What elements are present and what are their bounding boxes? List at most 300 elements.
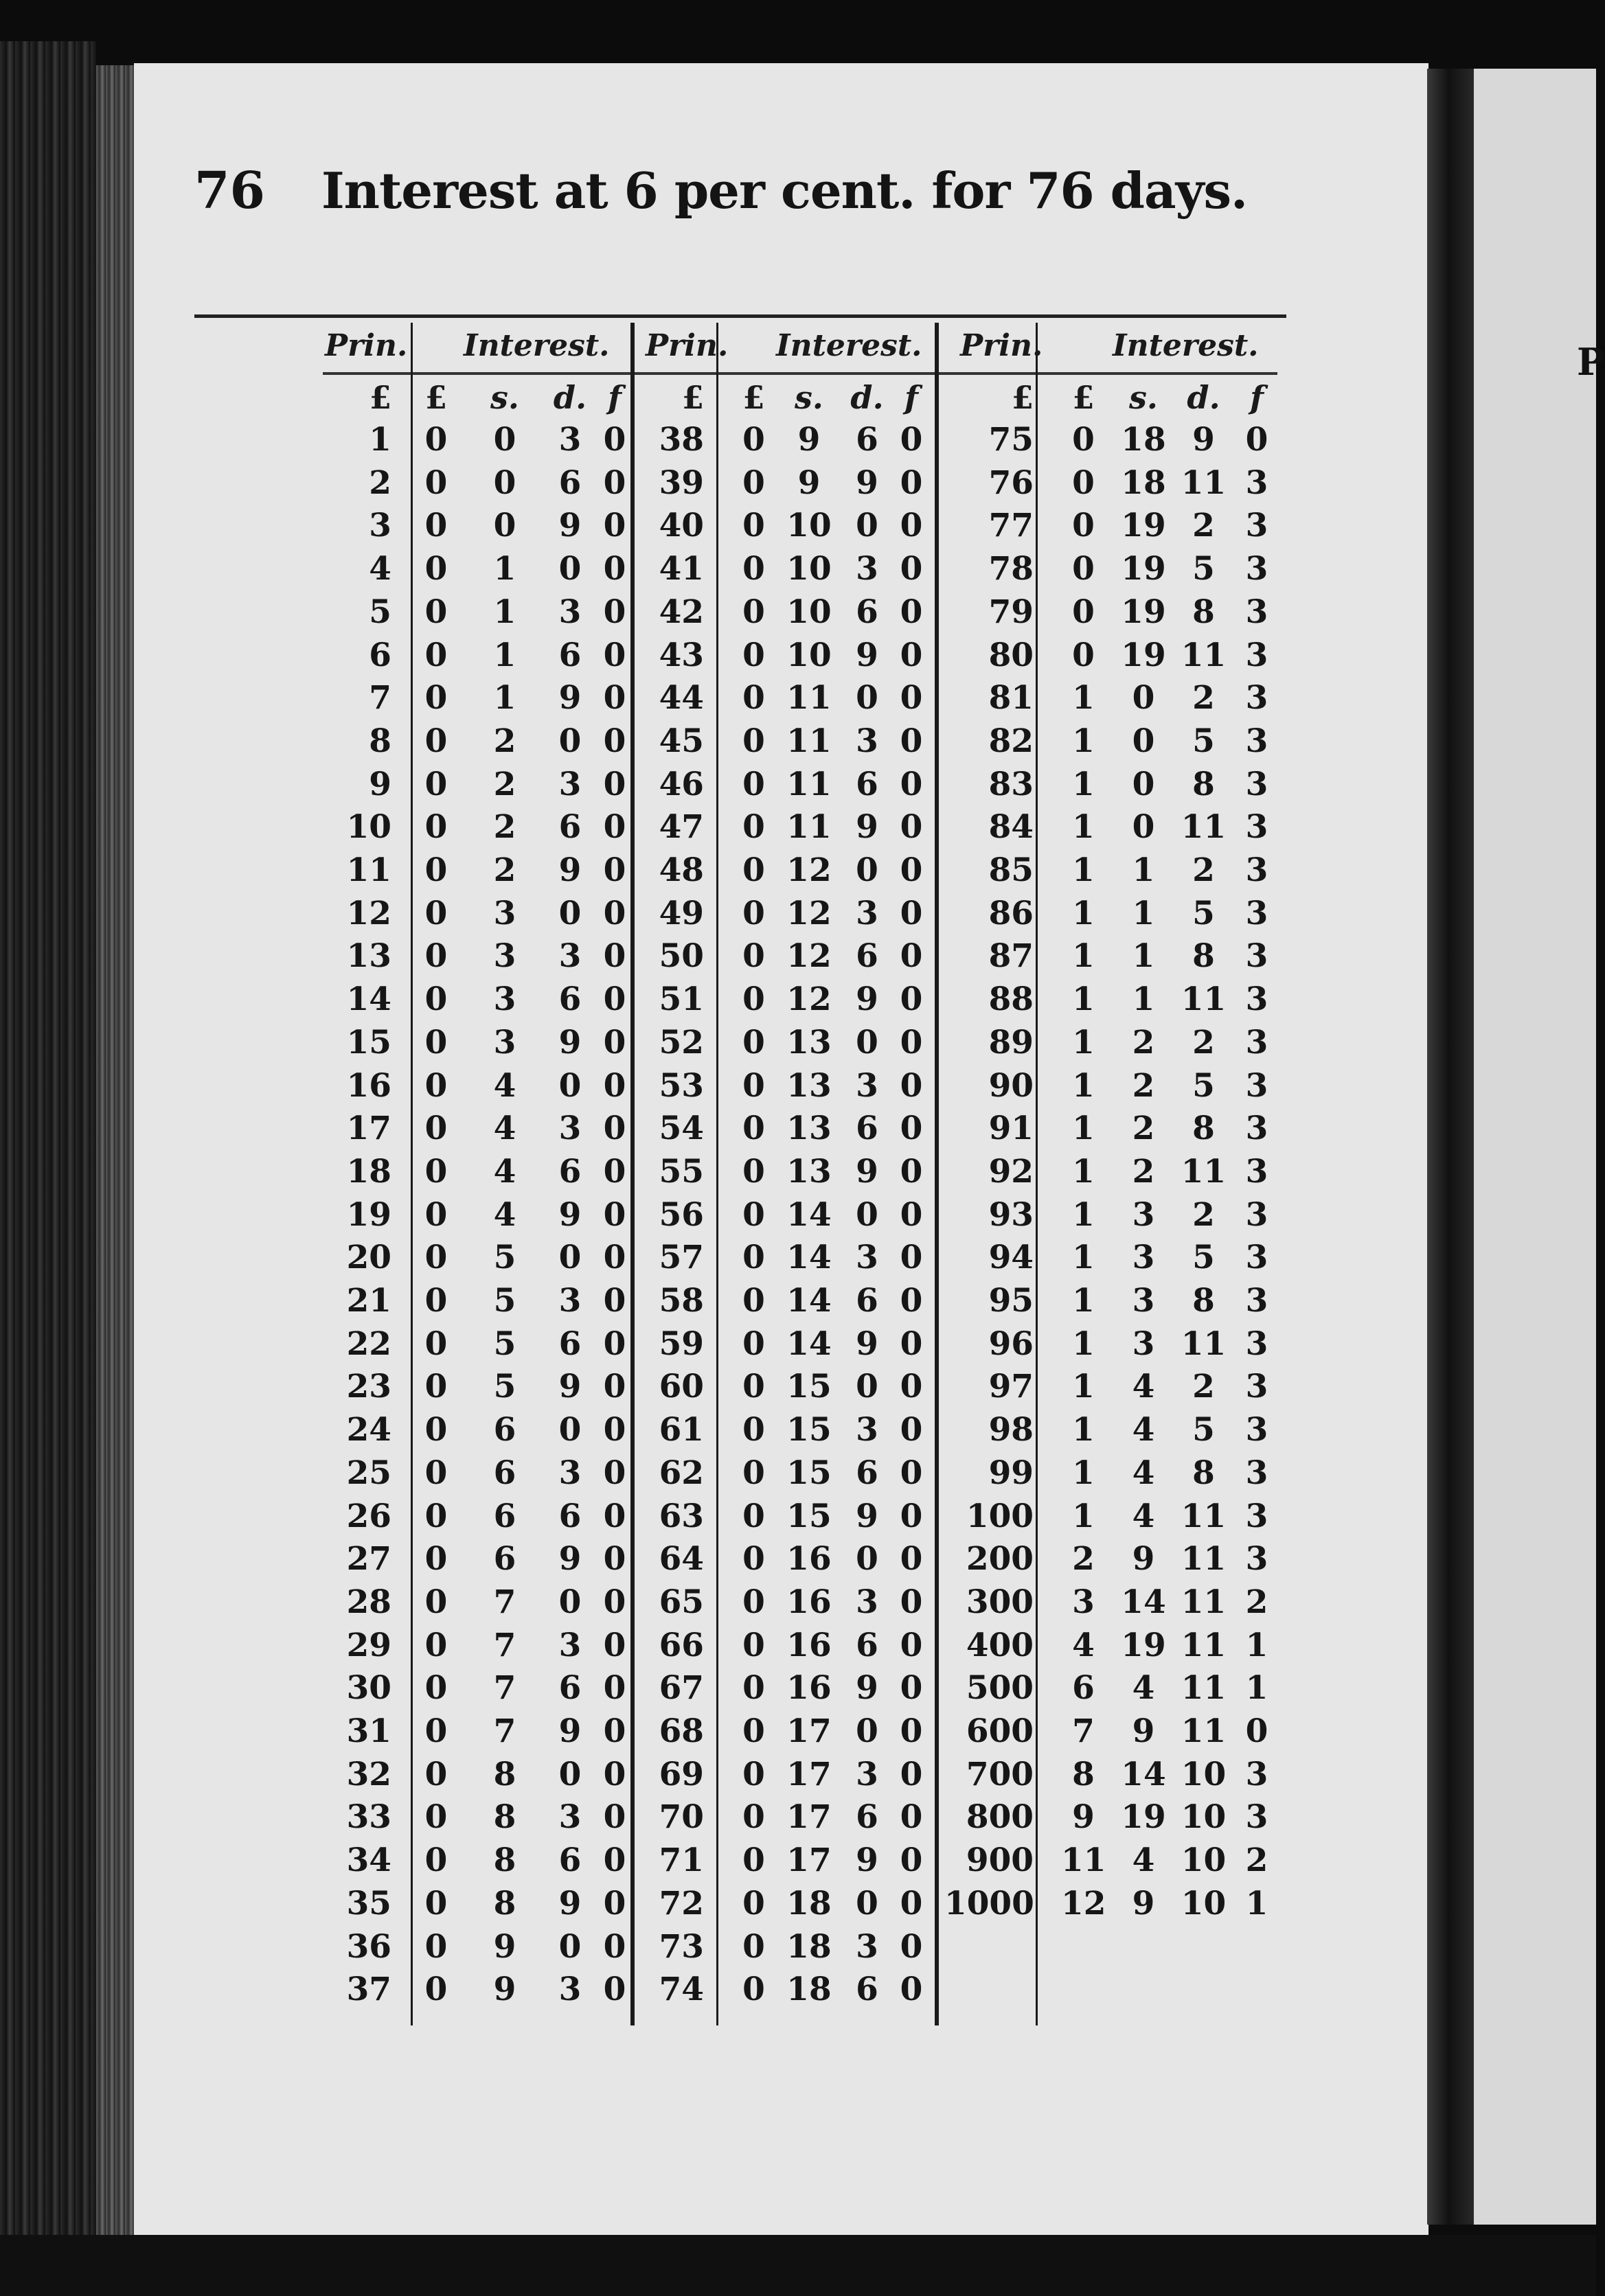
- farthings-cell: 3: [1245, 1110, 1268, 1148]
- pounds-cell: 0: [424, 1497, 448, 1535]
- pounds-cell: 0: [424, 1841, 448, 1880]
- farthings-cell: 3: [1245, 808, 1268, 847]
- farthings-cell: 0: [900, 808, 923, 847]
- farthings-cell: 3: [1245, 1368, 1268, 1406]
- farthings-cell: 0: [900, 593, 923, 631]
- pence-cell: 3: [856, 1927, 878, 1966]
- principal-cell: 1000: [944, 1884, 1034, 1922]
- farthings-cell: 0: [603, 636, 626, 674]
- shillings-cell: 19: [1121, 1798, 1166, 1837]
- pence-cell: 6: [856, 1282, 878, 1320]
- pence-cell: 11: [1181, 808, 1227, 847]
- shillings-cell: 15: [786, 1411, 832, 1449]
- pence-cell: 6: [558, 636, 582, 674]
- principal-cell: 58: [659, 1282, 704, 1320]
- shillings-cell: 19: [1121, 1626, 1166, 1664]
- shillings-cell: 3: [1132, 1195, 1155, 1234]
- shillings-cell: 4: [1132, 1454, 1155, 1492]
- pounds-cell: 1: [1072, 1411, 1095, 1449]
- column-divider: [1036, 323, 1038, 2025]
- principal-cell: 84: [988, 808, 1034, 847]
- pence-cell: 9: [856, 980, 878, 1019]
- farthings-cell: 3: [1245, 765, 1268, 803]
- pounds-cell: 0: [742, 1841, 765, 1880]
- farthings-cell: 0: [603, 1755, 626, 1793]
- pence-cell: 3: [558, 1110, 582, 1148]
- pence-cell: 11: [1181, 1583, 1227, 1621]
- principal-cell: 73: [659, 1927, 704, 1966]
- shillings-cell: 2: [493, 765, 516, 803]
- pounds-cell: 1: [1072, 980, 1095, 1019]
- shillings-cell: 1: [1132, 937, 1155, 976]
- principal-cell: 49: [659, 894, 704, 932]
- principal-cell: 13: [346, 937, 391, 976]
- farthings-cell: 0: [603, 851, 626, 889]
- farthings-cell: 3: [1245, 722, 1268, 760]
- farthings-cell: 0: [900, 1239, 923, 1277]
- pounds-cell: 0: [424, 679, 448, 718]
- principal-cell: 60: [659, 1368, 704, 1406]
- farthings-cell: 3: [1245, 636, 1268, 674]
- pounds-cell: 0: [424, 1798, 448, 1837]
- pence-cell: 2: [1192, 851, 1215, 889]
- pounds-cell: 0: [424, 722, 448, 760]
- pence-cell: 3: [558, 937, 582, 976]
- farthings-cell: 0: [603, 1282, 626, 1320]
- principal-cell: 19: [346, 1195, 391, 1234]
- pence-cell: 11: [1181, 1669, 1227, 1708]
- pounds-cell: 1: [1072, 808, 1095, 847]
- pence-cell: 10: [1181, 1798, 1227, 1837]
- pence-cell: 11: [1181, 636, 1227, 674]
- shillings-cell: 4: [493, 1066, 516, 1105]
- farthings-cell: 0: [603, 808, 626, 847]
- principal-cell: 48: [659, 851, 704, 889]
- shillings-cell: 0: [493, 463, 516, 502]
- shillings-cell: 7: [493, 1626, 516, 1664]
- shillings-cell: 11: [786, 765, 832, 803]
- page-number: 76: [194, 161, 265, 220]
- pounds-cell: 0: [742, 1971, 765, 2009]
- shillings-cell: 2: [493, 722, 516, 760]
- pounds-cell: 0: [424, 1626, 448, 1664]
- farthings-cell: 0: [900, 550, 923, 588]
- pounds-cell: 0: [424, 1411, 448, 1449]
- farthings-cell: 2: [1245, 1841, 1268, 1880]
- pence-cell: 9: [558, 1712, 582, 1750]
- principal-cell: 3: [369, 507, 391, 545]
- farthings-cell: 0: [900, 1927, 923, 1966]
- pence-cell: 9: [856, 1497, 878, 1535]
- principal-cell: 77: [988, 507, 1034, 545]
- farthings-cell: 0: [603, 593, 626, 631]
- pence-cell: 11: [1181, 1152, 1227, 1191]
- pence-cell: 3: [558, 421, 582, 459]
- principal-cell: 18: [346, 1152, 391, 1191]
- principal-cell: 41: [659, 550, 704, 588]
- farthings-cell: 0: [603, 1023, 626, 1061]
- pounds-cell: 1: [1072, 1023, 1095, 1061]
- shillings-cell: 2: [1132, 1110, 1155, 1148]
- principal-cell: 95: [988, 1282, 1034, 1320]
- shillings-cell: 13: [786, 1023, 832, 1061]
- pence-cell: 10: [1181, 1755, 1227, 1793]
- farthings-cell: 0: [603, 1927, 626, 1966]
- farthings-cell: 3: [1245, 1497, 1268, 1535]
- principal-cell: 28: [346, 1583, 391, 1621]
- principal-cell: 16: [346, 1066, 391, 1105]
- principal-cell: 7: [369, 679, 391, 718]
- principal-cell: 30: [346, 1669, 391, 1708]
- pence-cell: 6: [856, 421, 878, 459]
- principal-cell: 25: [346, 1454, 391, 1492]
- farthings-cell: 0: [1245, 421, 1268, 459]
- pounds-cell: 1: [1072, 1324, 1095, 1363]
- shillings-cell: 16: [786, 1540, 832, 1578]
- farthings-cell: 3: [1245, 550, 1268, 588]
- pounds-header: £: [1011, 379, 1034, 416]
- farthings-cell: 0: [900, 1712, 923, 1750]
- shillings-cell: 4: [1132, 1411, 1155, 1449]
- farthings-cell: 2: [1245, 1583, 1268, 1621]
- shillings-cell: 1: [493, 679, 516, 718]
- pence-cell: 0: [558, 722, 582, 760]
- shillings-cell: 15: [786, 1454, 832, 1492]
- shillings-cell: 1: [493, 593, 516, 631]
- pounds-cell: 1: [1072, 1282, 1095, 1320]
- pence-cell: 9: [558, 1368, 582, 1406]
- farthings-cell: 0: [900, 1152, 923, 1191]
- page-title: Interest at 6 per cent. for 76 days.: [321, 161, 1248, 220]
- pounds-cell: 0: [424, 1239, 448, 1277]
- shillings-cell: 3: [1132, 1324, 1155, 1363]
- pounds-cell: 0: [742, 1411, 765, 1449]
- pounds-cell: 0: [742, 421, 765, 459]
- shillings-header: s.: [795, 379, 823, 416]
- farthings-cell: 0: [900, 1454, 923, 1492]
- pounds-cell: 1: [1072, 894, 1095, 932]
- principal-cell: 86: [988, 894, 1034, 932]
- principal-cell: 27: [346, 1540, 391, 1578]
- pounds-cell: 0: [742, 722, 765, 760]
- farthings-cell: 0: [603, 1368, 626, 1406]
- pence-cell: 3: [856, 722, 878, 760]
- farthings-cell: 0: [603, 1540, 626, 1578]
- interest-header: Interest.: [464, 328, 610, 363]
- principal-cell: 8: [369, 722, 391, 760]
- pounds-cell: 0: [742, 1884, 765, 1922]
- farthings-header: f: [608, 379, 622, 416]
- shillings-cell: 2: [493, 851, 516, 889]
- principal-cell: 29: [346, 1626, 391, 1664]
- pence-cell: 9: [856, 808, 878, 847]
- pounds-cell: 0: [424, 1454, 448, 1492]
- pounds-cell: 0: [424, 1324, 448, 1363]
- shillings-cell: 9: [1132, 1712, 1155, 1750]
- pence-cell: 5: [1192, 1239, 1215, 1277]
- pence-cell: 3: [558, 1798, 582, 1837]
- pounds-cell: 1: [1072, 1454, 1095, 1492]
- pence-cell: 9: [558, 507, 582, 545]
- farthings-cell: 0: [603, 1066, 626, 1105]
- principal-cell: 69: [659, 1755, 704, 1793]
- shillings-cell: 14: [1121, 1583, 1166, 1621]
- shillings-cell: 5: [493, 1324, 516, 1363]
- pounds-cell: 0: [742, 1282, 765, 1320]
- shillings-cell: 14: [1121, 1755, 1166, 1793]
- shillings-cell: 9: [797, 463, 821, 502]
- principal-header: Prin.: [960, 328, 1043, 363]
- shillings-cell: 1: [493, 550, 516, 588]
- shillings-cell: 5: [493, 1368, 516, 1406]
- pence-cell: 0: [856, 1540, 878, 1578]
- pounds-header: £: [742, 379, 765, 416]
- pounds-cell: 0: [424, 550, 448, 588]
- pounds-cell: 0: [742, 1583, 765, 1621]
- pence-cell: 11: [1181, 980, 1227, 1019]
- farthings-cell: 0: [900, 1368, 923, 1406]
- pence-header: d.: [850, 379, 884, 416]
- shillings-cell: 17: [786, 1798, 832, 1837]
- pence-cell: 3: [856, 1583, 878, 1621]
- column-divider: [935, 323, 939, 2025]
- farthings-cell: 0: [900, 1540, 923, 1578]
- pounds-cell: 11: [1061, 1841, 1106, 1880]
- pence-cell: 9: [558, 851, 582, 889]
- principal-cell: 300: [966, 1583, 1034, 1621]
- pence-cell: 6: [558, 1841, 582, 1880]
- pence-cell: 8: [1192, 1282, 1215, 1320]
- page-edges: [96, 65, 137, 2235]
- pence-cell: 6: [558, 980, 582, 1019]
- pounds-cell: 0: [424, 1712, 448, 1750]
- principal-cell: 67: [659, 1669, 704, 1708]
- pence-cell: 6: [856, 1626, 878, 1664]
- farthings-cell: 0: [603, 1798, 626, 1837]
- pence-cell: 8: [1192, 1110, 1215, 1148]
- farthings-cell: 0: [900, 1023, 923, 1061]
- pence-cell: 10: [1181, 1884, 1227, 1922]
- principal-cell: 9: [369, 765, 391, 803]
- pounds-cell: 0: [742, 1023, 765, 1061]
- principal-cell: 98: [988, 1411, 1034, 1449]
- pounds-cell: 0: [424, 1755, 448, 1793]
- pounds-cell: 1: [1072, 1497, 1095, 1535]
- pence-cell: 0: [558, 1411, 582, 1449]
- pence-cell: 0: [856, 1884, 878, 1922]
- farthings-cell: 3: [1245, 1066, 1268, 1105]
- farthings-cell: 0: [900, 1195, 923, 1234]
- principal-cell: 800: [966, 1798, 1034, 1837]
- principal-cell: 96: [988, 1324, 1034, 1363]
- shillings-cell: 14: [786, 1282, 832, 1320]
- principal-cell: 14: [346, 980, 391, 1019]
- farthings-cell: 3: [1245, 937, 1268, 976]
- pounds-cell: 8: [1072, 1755, 1095, 1793]
- pence-cell: 5: [1192, 1066, 1215, 1105]
- pounds-cell: 1: [1072, 1368, 1095, 1406]
- pounds-cell: 0: [424, 937, 448, 976]
- pence-cell: 8: [1192, 593, 1215, 631]
- principal-cell: 76: [988, 463, 1034, 502]
- farthings-cell: 0: [900, 1884, 923, 1922]
- shillings-cell: 2: [1132, 1152, 1155, 1191]
- shillings-cell: 9: [493, 1971, 516, 2009]
- farthings-cell: 3: [1245, 894, 1268, 932]
- principal-cell: 40: [659, 507, 704, 545]
- shillings-cell: 3: [493, 937, 516, 976]
- pence-cell: 9: [856, 1669, 878, 1708]
- principal-cell: 26: [346, 1497, 391, 1535]
- farthings-cell: 0: [603, 1195, 626, 1234]
- shillings-cell: 3: [493, 894, 516, 932]
- pence-cell: 0: [856, 1368, 878, 1406]
- pounds-cell: 0: [742, 894, 765, 932]
- principal-cell: 89: [988, 1023, 1034, 1061]
- pounds-cell: 0: [742, 1066, 765, 1105]
- pence-cell: 11: [1181, 1712, 1227, 1750]
- pence-cell: 9: [558, 679, 582, 718]
- shillings-cell: 6: [493, 1411, 516, 1449]
- principal-cell: 42: [659, 593, 704, 631]
- farthings-cell: 0: [603, 1712, 626, 1750]
- book-spine: [0, 41, 96, 2238]
- pounds-cell: 1: [1072, 1152, 1095, 1191]
- pence-cell: 3: [558, 1971, 582, 2009]
- farthings-cell: 3: [1245, 1282, 1268, 1320]
- shillings-cell: 12: [786, 851, 832, 889]
- shillings-cell: 0: [493, 507, 516, 545]
- shillings-cell: 14: [786, 1195, 832, 1234]
- pence-cell: 5: [1192, 1411, 1215, 1449]
- principal-cell: 83: [988, 765, 1034, 803]
- pounds-cell: 0: [424, 1282, 448, 1320]
- pounds-header: £: [681, 379, 704, 416]
- pence-cell: 6: [558, 1497, 582, 1535]
- principal-cell: 53: [659, 1066, 704, 1105]
- shillings-cell: 11: [786, 722, 832, 760]
- farthings-cell: 0: [900, 937, 923, 976]
- header-rule: [194, 314, 1286, 318]
- farthings-cell: 3: [1245, 1454, 1268, 1492]
- shillings-cell: 11: [786, 808, 832, 847]
- principal-cell: 99: [988, 1454, 1034, 1492]
- pence-cell: 0: [856, 1023, 878, 1061]
- pence-cell: 0: [558, 1583, 582, 1621]
- pounds-cell: 0: [424, 507, 448, 545]
- shillings-cell: 0: [1132, 679, 1155, 718]
- shillings-cell: 19: [1121, 507, 1166, 545]
- shillings-header: s.: [1129, 379, 1158, 416]
- principal-cell: 10: [346, 808, 391, 847]
- principal-cell: 22: [346, 1324, 391, 1363]
- pence-cell: 5: [1192, 722, 1215, 760]
- principal-cell: 72: [659, 1884, 704, 1922]
- principal-cell: 57: [659, 1239, 704, 1277]
- pence-cell: 9: [558, 1540, 582, 1578]
- shillings-cell: 19: [1121, 593, 1166, 631]
- farthings-cell: 3: [1245, 1411, 1268, 1449]
- shillings-cell: 8: [493, 1798, 516, 1837]
- pence-cell: 3: [558, 1626, 582, 1664]
- pence-cell: 6: [856, 1110, 878, 1148]
- shillings-cell: 1: [493, 636, 516, 674]
- pounds-cell: 0: [742, 1454, 765, 1492]
- principal-cell: 4: [369, 550, 391, 588]
- pence-cell: 0: [856, 1712, 878, 1750]
- shillings-cell: 2: [1132, 1066, 1155, 1105]
- principal-cell: 23: [346, 1368, 391, 1406]
- pounds-cell: 0: [424, 1583, 448, 1621]
- pence-cell: 2: [1192, 1195, 1215, 1234]
- pence-cell: 0: [558, 894, 582, 932]
- farthings-cell: 0: [603, 1669, 626, 1708]
- pounds-cell: 4: [1072, 1626, 1095, 1664]
- pounds-cell: 0: [424, 1927, 448, 1966]
- principal-cell: 61: [659, 1411, 704, 1449]
- pounds-cell: 0: [742, 1152, 765, 1191]
- pence-cell: 6: [856, 593, 878, 631]
- facing-page: [1474, 69, 1605, 2225]
- principal-cell: 44: [659, 679, 704, 718]
- pounds-cell: 0: [424, 980, 448, 1019]
- principal-cell: 92: [988, 1152, 1034, 1191]
- subheader-rule: [323, 372, 1277, 375]
- principal-cell: 88: [988, 980, 1034, 1019]
- principal-cell: 6: [369, 636, 391, 674]
- farthings-cell: 0: [603, 937, 626, 976]
- farthings-cell: 0: [603, 679, 626, 718]
- principal-cell: 12: [346, 894, 391, 932]
- pence-cell: 8: [1192, 1454, 1215, 1492]
- shillings-cell: 17: [786, 1841, 832, 1880]
- farthings-cell: 0: [900, 851, 923, 889]
- principal-cell: 94: [988, 1239, 1034, 1277]
- shillings-cell: 16: [786, 1626, 832, 1664]
- pounds-cell: 0: [742, 636, 765, 674]
- farthings-cell: 3: [1245, 1195, 1268, 1234]
- principal-cell: 91: [988, 1110, 1034, 1148]
- principal-cell: 79: [988, 593, 1034, 631]
- principal-cell: 200: [966, 1540, 1034, 1578]
- farthings-cell: 0: [900, 894, 923, 932]
- shillings-cell: 3: [493, 1023, 516, 1061]
- pence-cell: 6: [856, 937, 878, 976]
- farthings-cell: 1: [1245, 1884, 1268, 1922]
- principal-cell: 71: [659, 1841, 704, 1880]
- shillings-cell: 3: [493, 980, 516, 1019]
- principal-cell: 65: [659, 1583, 704, 1621]
- pence-cell: 11: [1181, 1626, 1227, 1664]
- principal-cell: 33: [346, 1798, 391, 1837]
- shillings-cell: 10: [786, 636, 832, 674]
- shillings-cell: 16: [786, 1669, 832, 1708]
- pence-cell: 6: [558, 808, 582, 847]
- principal-cell: 45: [659, 722, 704, 760]
- pence-cell: 0: [558, 1755, 582, 1793]
- shillings-cell: 18: [786, 1971, 832, 2009]
- farthings-cell: 0: [603, 507, 626, 545]
- pounds-cell: 0: [742, 1239, 765, 1277]
- shillings-cell: 6: [493, 1540, 516, 1578]
- farthings-cell: 0: [603, 1324, 626, 1363]
- pence-cell: 6: [558, 1152, 582, 1191]
- farthings-cell: 0: [603, 1841, 626, 1880]
- farthings-cell: 3: [1245, 980, 1268, 1019]
- pounds-header: £: [1072, 379, 1095, 416]
- principal-cell: 46: [659, 765, 704, 803]
- pounds-cell: 1: [1072, 679, 1095, 718]
